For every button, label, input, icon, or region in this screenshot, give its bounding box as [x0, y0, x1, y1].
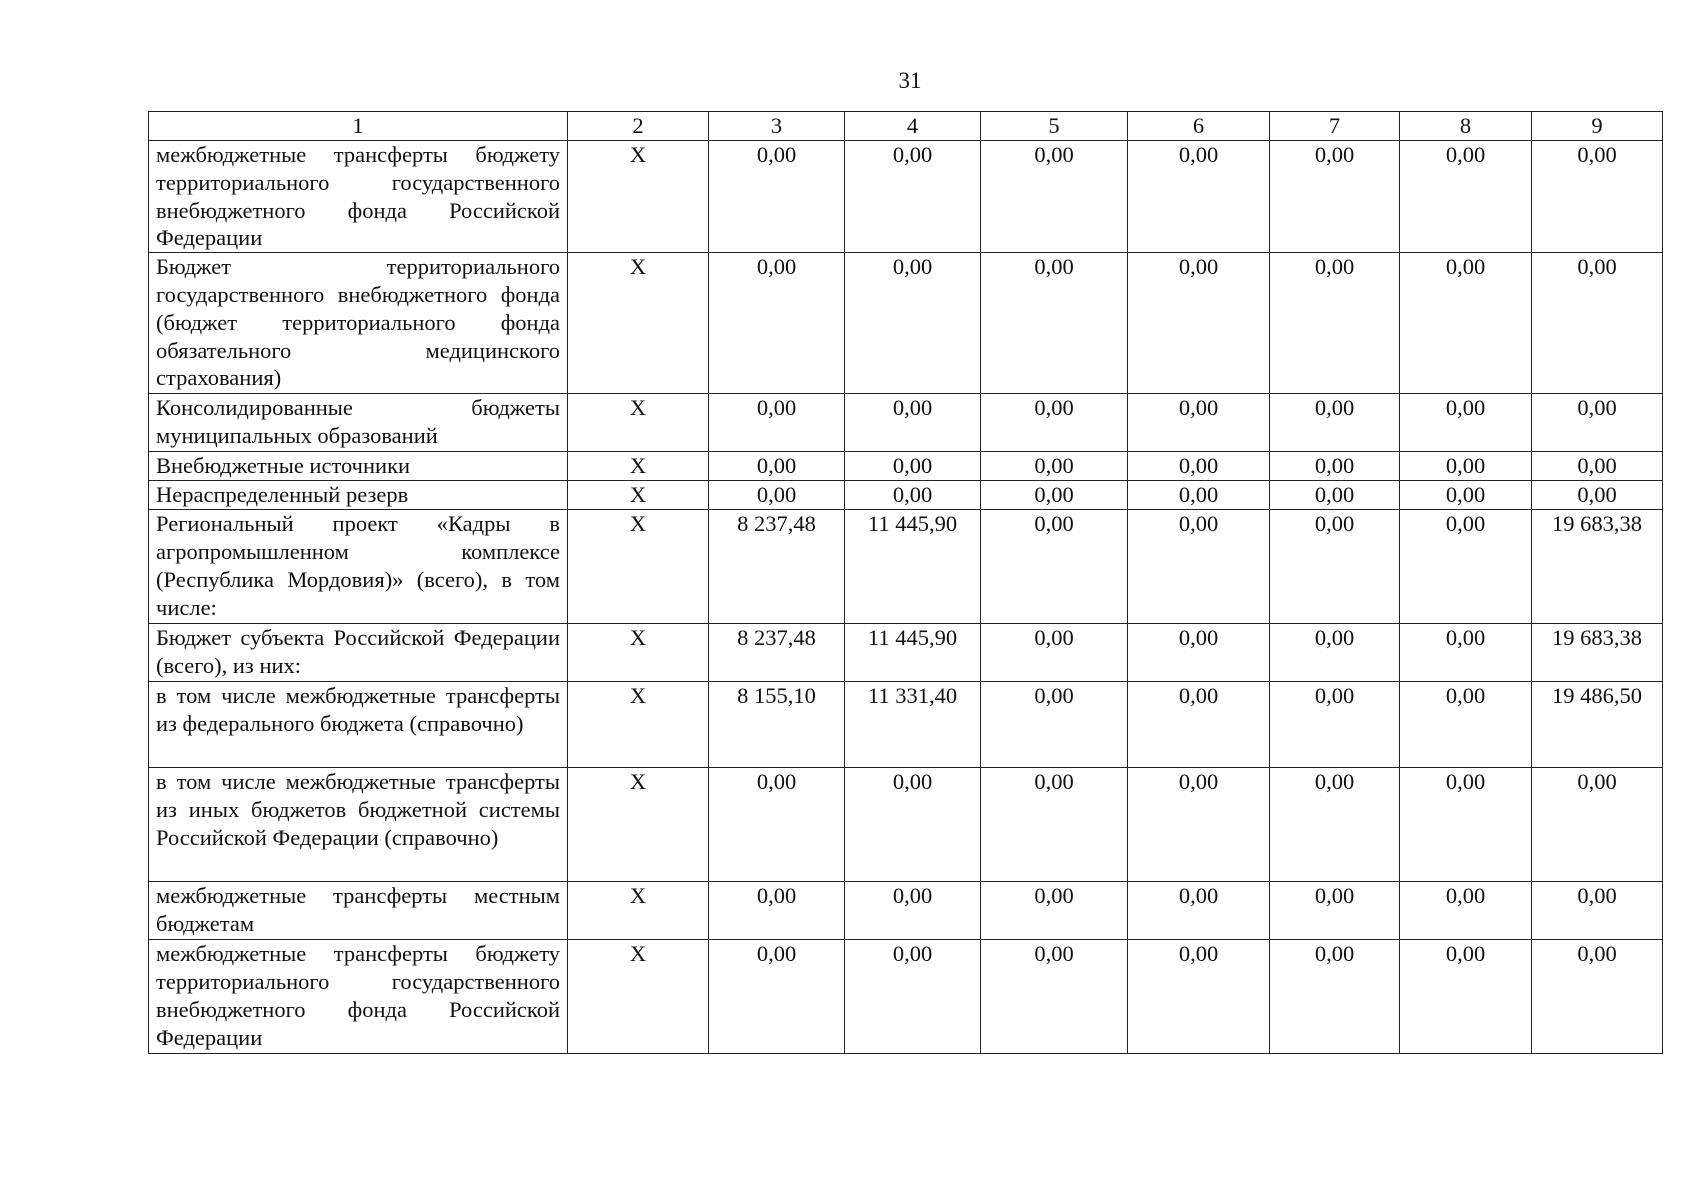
row-total: 19 486,50	[1532, 682, 1663, 768]
row-name: Бюджет субъекта Российской Федерации (всего), из них:	[149, 624, 568, 682]
row-value: 0,00	[981, 452, 1128, 481]
column-header: 4	[845, 112, 981, 141]
row-name: межбюджетные трансферты бюджету территориального государственного внебюджетного фонда Российской Федерации	[149, 940, 568, 1054]
row-value: 0,00	[1270, 141, 1400, 253]
row-value: 0,00	[981, 253, 1128, 394]
row-value: 0,00	[845, 141, 981, 253]
row-value: 0,00	[981, 481, 1128, 510]
row-total: 0,00	[1532, 394, 1663, 452]
table-row	[149, 253, 1663, 394]
row-total: 19 683,38	[1532, 510, 1663, 624]
column-header: 8	[1400, 112, 1532, 141]
row-value: 0,00	[1128, 253, 1270, 394]
row-name: Региональный проект «Кадры в агропромышленном комплексе (Республика Мордовия)» (всего), в том числе:	[149, 510, 568, 624]
row-value: 0,00	[1270, 510, 1400, 624]
row-value: 8 237,48	[709, 510, 845, 624]
row-value: 0,00	[1128, 510, 1270, 624]
row-value: 0,00	[1400, 253, 1532, 394]
row-value: 0,00	[1270, 394, 1400, 452]
row-total: 0,00	[1532, 882, 1663, 940]
row-value: 0,00	[845, 452, 981, 481]
row-total: 0,00	[1532, 940, 1663, 1054]
row-name: в том числе межбюджетные трансферты из федерального бюджета (справочно)	[149, 682, 568, 768]
row-value: 0,00	[845, 394, 981, 452]
row-code: X	[568, 940, 709, 1054]
row-value: 0,00	[1400, 882, 1532, 940]
table-row	[149, 141, 1663, 253]
row-value: 0,00	[845, 768, 981, 882]
row-value: 0,00	[845, 253, 981, 394]
row-value: 0,00	[709, 452, 845, 481]
row-value: 11 331,40	[845, 682, 981, 768]
row-value: 0,00	[709, 940, 845, 1054]
row-value: 0,00	[1270, 682, 1400, 768]
row-value: 0,00	[845, 882, 981, 940]
row-name: межбюджетные трансферты бюджету территориального государственного внебюджетного фонда Российской Федерации	[149, 141, 568, 253]
row-total: 19 683,38	[1532, 624, 1663, 682]
row-value: 0,00	[1400, 768, 1532, 882]
row-value: 0,00	[981, 940, 1128, 1054]
row-value: 0,00	[1270, 481, 1400, 510]
row-value: 0,00	[845, 481, 981, 510]
row-value: 0,00	[1128, 624, 1270, 682]
table-row	[149, 510, 1663, 624]
row-name: Нераспределенный резерв	[149, 481, 568, 510]
row-value: 0,00	[1400, 394, 1532, 452]
row-value: 0,00	[845, 940, 981, 1054]
row-value: 0,00	[1128, 394, 1270, 452]
table-row	[149, 940, 1663, 1054]
column-header: 3	[709, 112, 845, 141]
column-header: 1	[149, 112, 568, 141]
row-value: 0,00	[709, 882, 845, 940]
budget-table	[148, 111, 1663, 1054]
row-value: 0,00	[981, 882, 1128, 940]
row-value: 0,00	[1128, 481, 1270, 510]
row-name: в том числе межбюджетные трансферты из иных бюджетов бюджетной системы Российской Федерации (справочно)	[149, 768, 568, 882]
page-number: 31	[898, 68, 922, 93]
row-value: 0,00	[709, 394, 845, 452]
row-value: 0,00	[981, 768, 1128, 882]
row-code: X	[568, 682, 709, 768]
row-value: 11 445,90	[845, 624, 981, 682]
column-number-row	[149, 112, 1663, 141]
row-code: X	[568, 141, 709, 253]
row-code: X	[568, 510, 709, 624]
row-total: 0,00	[1532, 452, 1663, 481]
row-value: 8 155,10	[709, 682, 845, 768]
row-value: 0,00	[1270, 624, 1400, 682]
column-header: 7	[1270, 112, 1400, 141]
row-name: Консолидированные бюджеты муниципальных образований	[149, 394, 568, 452]
table-row	[149, 624, 1663, 682]
row-value: 8 237,48	[709, 624, 845, 682]
row-value: 0,00	[981, 624, 1128, 682]
row-value: 0,00	[981, 510, 1128, 624]
row-name: Внебюджетные источники	[149, 452, 568, 481]
row-value: 0,00	[1128, 452, 1270, 481]
table-row	[149, 682, 1663, 768]
row-value: 0,00	[981, 394, 1128, 452]
column-header: 6	[1128, 112, 1270, 141]
row-name: Бюджет территориального государственного внебюджетного фонда (бюджет территориального фонда обязательного медицинского страхования)	[149, 253, 568, 394]
column-header: 9	[1532, 112, 1663, 141]
row-total: 0,00	[1532, 141, 1663, 253]
table-row	[149, 394, 1663, 452]
row-value: 0,00	[1128, 141, 1270, 253]
row-value: 0,00	[1400, 682, 1532, 768]
row-value: 0,00	[1128, 940, 1270, 1054]
row-value: 0,00	[1400, 510, 1532, 624]
row-value: 0,00	[1128, 682, 1270, 768]
row-code: X	[568, 882, 709, 940]
row-code: X	[568, 481, 709, 510]
row-value: 0,00	[1128, 768, 1270, 882]
row-value: 0,00	[1128, 882, 1270, 940]
row-code: X	[568, 394, 709, 452]
row-code: X	[568, 452, 709, 481]
row-value: 0,00	[1270, 253, 1400, 394]
row-value: 0,00	[709, 768, 845, 882]
table-row	[149, 882, 1663, 940]
row-value: 0,00	[981, 682, 1128, 768]
row-value: 11 445,90	[845, 510, 981, 624]
row-value: 0,00	[709, 253, 845, 394]
table-row	[149, 452, 1663, 481]
table-row	[149, 481, 1663, 510]
row-value: 0,00	[709, 141, 845, 253]
row-total: 0,00	[1532, 481, 1663, 510]
row-value: 0,00	[1270, 882, 1400, 940]
row-name: межбюджетные трансферты местным бюджетам	[149, 882, 568, 940]
row-total: 0,00	[1532, 768, 1663, 882]
table-row	[149, 768, 1663, 882]
row-value: 0,00	[1400, 624, 1532, 682]
row-code: X	[568, 253, 709, 394]
row-value: 0,00	[1400, 141, 1532, 253]
row-value: 0,00	[1400, 940, 1532, 1054]
row-value: 0,00	[1270, 768, 1400, 882]
row-value: 0,00	[1270, 452, 1400, 481]
column-header: 5	[981, 112, 1128, 141]
row-total: 0,00	[1532, 253, 1663, 394]
row-value: 0,00	[1270, 940, 1400, 1054]
row-code: X	[568, 768, 709, 882]
row-value: 0,00	[709, 481, 845, 510]
row-value: 0,00	[1400, 481, 1532, 510]
row-value: 0,00	[1400, 452, 1532, 481]
row-code: X	[568, 624, 709, 682]
row-value: 0,00	[981, 141, 1128, 253]
column-header: 2	[568, 112, 709, 141]
